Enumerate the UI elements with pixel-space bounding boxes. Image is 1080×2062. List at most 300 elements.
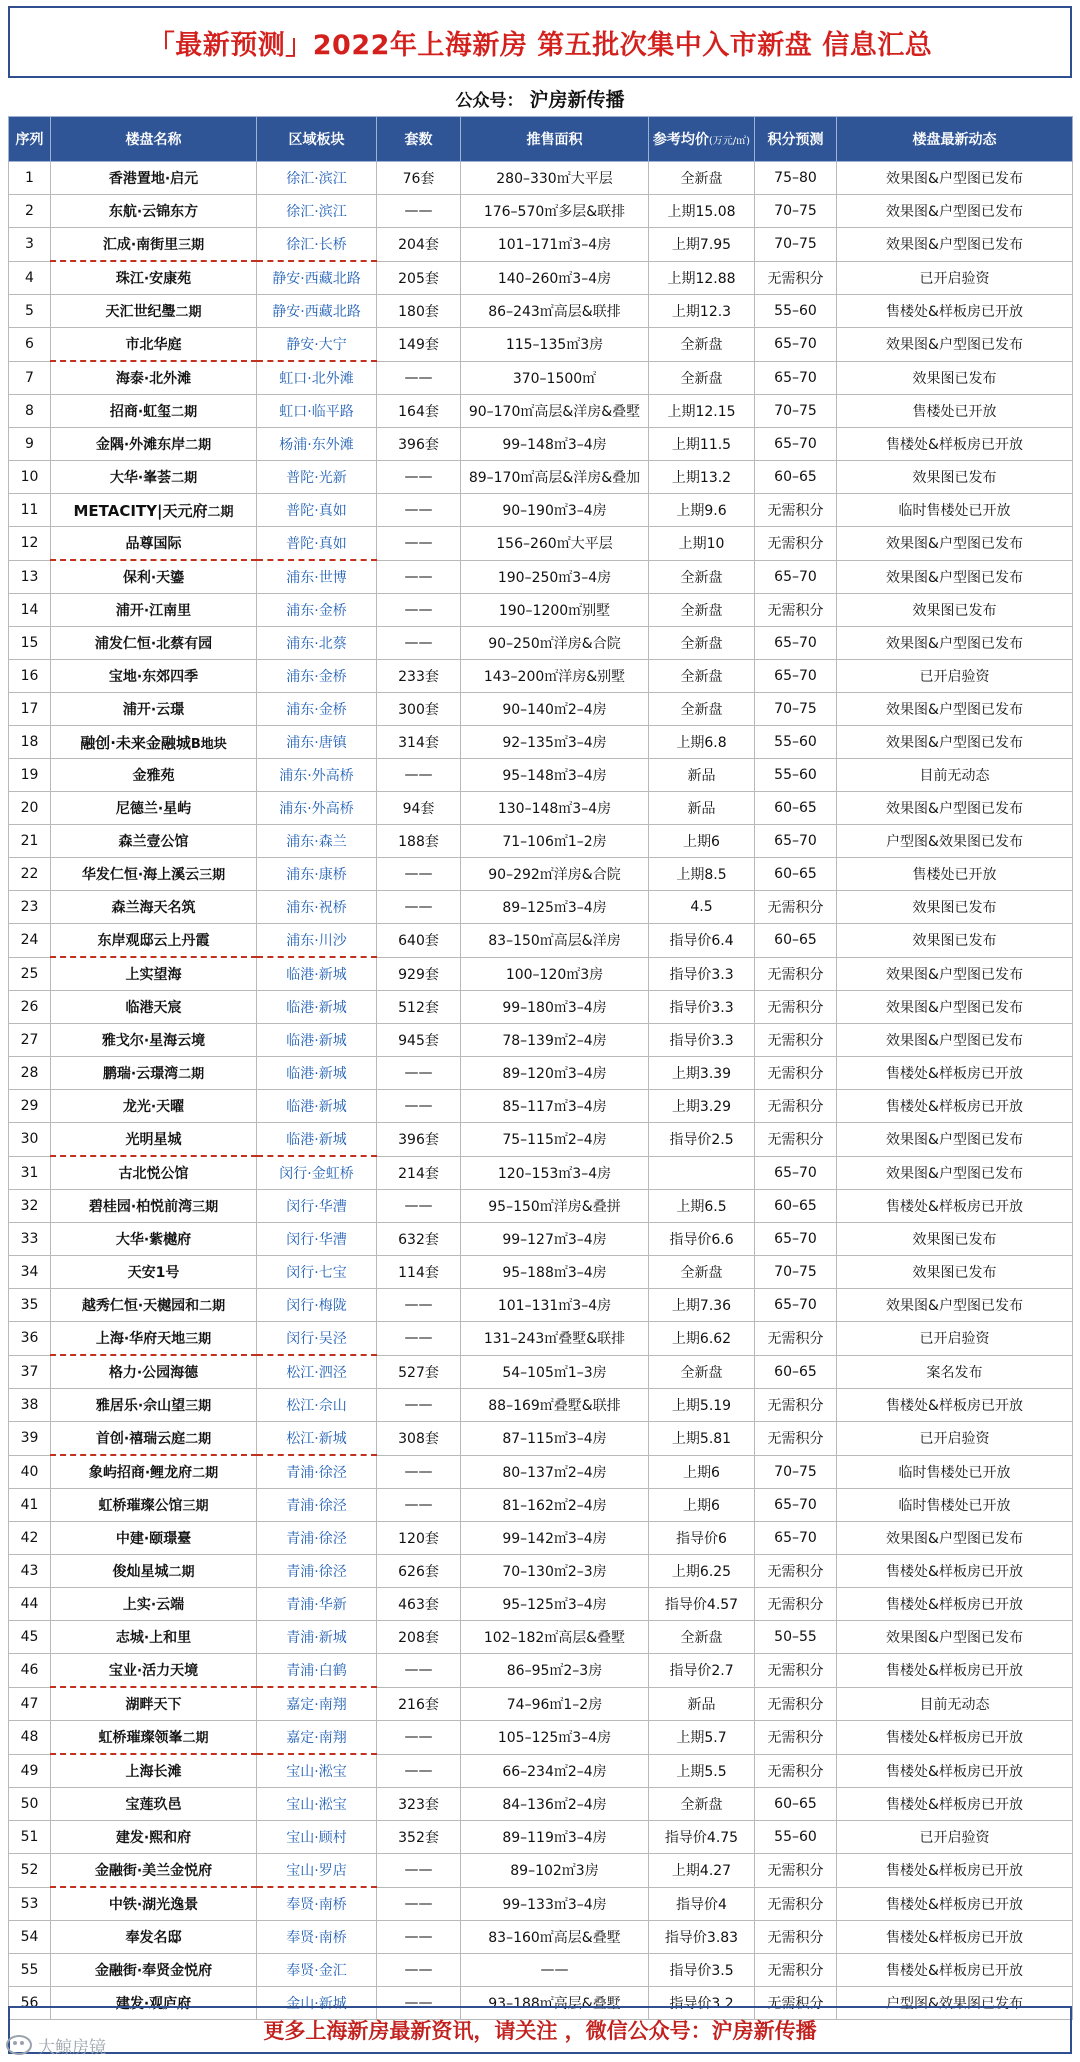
cell-no: 47	[9, 1687, 51, 1721]
cell-price: 全新盘	[649, 328, 755, 362]
cell-area: 虹口·北外滩	[257, 361, 377, 395]
cell-no: 34	[9, 1256, 51, 1289]
cell-score: 60–65	[755, 1355, 837, 1389]
cell-no: 10	[9, 461, 51, 494]
cell-units: 300套	[377, 693, 461, 726]
cell-area: 临港·新城	[257, 1024, 377, 1057]
cell-name	[51, 1024, 257, 1057]
cell-dynamics: 售楼处&样板房已开放	[837, 1788, 1073, 1821]
cell-price: 指导价3.3	[649, 991, 755, 1024]
cell-area: 松江·新城	[257, 1422, 377, 1456]
table-row	[9, 891, 1073, 924]
cell-size: 90–140㎡2–4房	[461, 693, 649, 726]
cell-no: 19	[9, 759, 51, 792]
cell-name	[51, 1954, 257, 1987]
cell-no: 29	[9, 1090, 51, 1123]
listing-name: 湖畔天下	[125, 1697, 182, 1713]
cell-units: ——	[377, 1954, 461, 1987]
cell-price: 指导价3.5	[649, 1954, 755, 1987]
cell-dynamics: 售楼处&样板房已开放	[837, 1057, 1073, 1090]
listing-phase: 二期	[207, 504, 234, 520]
cell-area: 杨浦·东外滩	[257, 428, 377, 461]
cell-no: 45	[9, 1621, 51, 1654]
cell-score: 无需积分	[755, 1389, 837, 1422]
listing-name: 格力·公园海德	[108, 1365, 199, 1381]
cell-dynamics: 效果图&户型图已发布	[837, 627, 1073, 660]
listing-name: 奉发名邸	[125, 1930, 182, 1946]
cell-no: 50	[9, 1788, 51, 1821]
cell-score: 60–65	[755, 1788, 837, 1821]
listing-name: 宝业·活力天境	[108, 1663, 199, 1679]
cell-dynamics: 售楼处&样板房已开放	[837, 1389, 1073, 1422]
cell-units: ——	[377, 1455, 461, 1489]
table-row	[9, 1687, 1073, 1721]
cell-no: 30	[9, 1123, 51, 1157]
cell-price: 全新盘	[649, 1355, 755, 1389]
cell-price: 上期6.8	[649, 726, 755, 759]
cell-price: 上期11.5	[649, 428, 755, 461]
cell-price: 全新盘	[649, 627, 755, 660]
table-row	[9, 1854, 1073, 1888]
cell-dynamics: 效果图&户型图已发布	[837, 560, 1073, 594]
table-row	[9, 527, 1073, 561]
cell-no: 48	[9, 1721, 51, 1755]
cell-name	[51, 1522, 257, 1555]
cell-score: 55–60	[755, 726, 837, 759]
cell-dynamics: 售楼处&样板房已开放	[837, 295, 1073, 328]
cell-price: 上期8.5	[649, 858, 755, 891]
cell-no: 51	[9, 1821, 51, 1854]
cell-price: 上期12.88	[649, 261, 755, 295]
cell-size: 90–292㎡洋房&合院	[461, 858, 649, 891]
cell-name	[51, 957, 257, 991]
cell-name	[51, 594, 257, 627]
cell-area: 静安·西藏北路	[257, 295, 377, 328]
cell-dynamics: 售楼处&样板房已开放	[837, 1721, 1073, 1755]
cell-area: 浦东·川沙	[257, 924, 377, 958]
table-row	[9, 1788, 1073, 1821]
cell-size: 89–170㎡高层&洋房&叠加	[461, 461, 649, 494]
listing-name: 东岸观邸云上丹霞	[97, 933, 210, 949]
cell-dynamics: 已开启验资	[837, 261, 1073, 295]
cell-dynamics: 临时售楼处已开放	[837, 494, 1073, 527]
cell-units: 114套	[377, 1256, 461, 1289]
cell-dynamics: 目前无动态	[837, 1687, 1073, 1721]
cell-name	[51, 1721, 257, 1755]
listing-name: 大华·峯荟	[109, 470, 172, 486]
cell-price: 上期3.29	[649, 1090, 755, 1123]
table-row	[9, 924, 1073, 958]
cell-no: 4	[9, 261, 51, 295]
cell-units: 208套	[377, 1621, 461, 1654]
cell-units: ——	[377, 1654, 461, 1688]
cell-dynamics: 效果图已发布	[837, 461, 1073, 494]
table-row	[9, 428, 1073, 461]
listing-name: 志城·上和里	[115, 1630, 192, 1646]
cell-dynamics: 效果图&户型图已发布	[837, 1156, 1073, 1190]
cell-dynamics: 效果图&户型图已发布	[837, 1621, 1073, 1654]
cell-score: 65–70	[755, 1156, 837, 1190]
listing-name: 中建·颐璟臺	[115, 1531, 192, 1547]
cell-no: 44	[9, 1588, 51, 1621]
listing-name: 金融街·美兰金悦府	[94, 1863, 213, 1879]
cell-units: 323套	[377, 1788, 461, 1821]
cell-price: 指导价6.4	[649, 924, 755, 958]
cell-area: 闵行·华漕	[257, 1190, 377, 1223]
cell-price: 全新盘	[649, 361, 755, 395]
cell-units: 120套	[377, 1522, 461, 1555]
cell-dynamics: 已开启验资	[837, 1422, 1073, 1456]
listing-name: 天汇世纪璺	[105, 304, 176, 320]
cell-score: 无需积分	[755, 957, 837, 991]
listing-phase: 二期	[185, 1432, 212, 1447]
table-row	[9, 1024, 1073, 1057]
cell-units: 463套	[377, 1588, 461, 1621]
cell-name	[51, 228, 257, 262]
cell-score: 65–70	[755, 660, 837, 693]
cell-dynamics: 售楼处&样板房已开放	[837, 1190, 1073, 1223]
cell-units: 396套	[377, 428, 461, 461]
table-body	[9, 162, 1073, 2020]
table-row	[9, 1821, 1073, 1854]
listing-phase: 二期	[192, 1466, 219, 1481]
cell-size: 115–135㎡3房	[461, 328, 649, 362]
cell-no: 18	[9, 726, 51, 759]
listing-phase: B地块	[190, 736, 227, 752]
cell-size: 54–105㎡1–3房	[461, 1355, 649, 1389]
cell-price: 上期15.08	[649, 195, 755, 228]
listing-name: 森兰海天名筑	[111, 900, 196, 916]
cell-units: 76套	[377, 162, 461, 195]
cell-score: 无需积分	[755, 1322, 837, 1356]
cell-price: 指导价3.2	[649, 1987, 755, 2020]
cell-score: 70–75	[755, 195, 837, 228]
table-row	[9, 1322, 1073, 1356]
cell-no: 13	[9, 560, 51, 594]
cell-price: 新品	[649, 759, 755, 792]
cell-units: 352套	[377, 1821, 461, 1854]
cell-units: ——	[377, 627, 461, 660]
cell-units: ——	[377, 1322, 461, 1356]
cell-no: 40	[9, 1455, 51, 1489]
listing-phase: 二期	[171, 471, 198, 486]
cell-price: 指导价4	[649, 1887, 755, 1921]
cell-units: ——	[377, 1921, 461, 1954]
cell-no: 24	[9, 924, 51, 958]
cell-units: ——	[377, 1854, 461, 1888]
cell-size: 78–139㎡2–4房	[461, 1024, 649, 1057]
cell-name	[51, 660, 257, 693]
cell-name	[51, 461, 257, 494]
cell-no: 33	[9, 1223, 51, 1256]
cell-area: 临港·新城	[257, 1123, 377, 1157]
cell-units: 314套	[377, 726, 461, 759]
table-row	[9, 1156, 1073, 1190]
cell-dynamics: 户型图&效果图已发布	[837, 1987, 1073, 2020]
cell-score: 70–75	[755, 1455, 837, 1489]
cell-units: ——	[377, 195, 461, 228]
cell-score: 60–65	[755, 924, 837, 958]
cell-name	[51, 1489, 257, 1522]
cell-name	[51, 1422, 257, 1456]
listing-name: 雅居乐·佘山望	[95, 1398, 186, 1414]
cell-units: ——	[377, 1721, 461, 1755]
cell-score: 65–70	[755, 1489, 837, 1522]
cell-units: ——	[377, 494, 461, 527]
listing-name: 光明星城	[125, 1132, 182, 1148]
listing-name: 金雅苑	[132, 768, 175, 784]
price-unit: (万元/㎡)	[708, 136, 751, 147]
cell-price: 上期5.81	[649, 1422, 755, 1456]
cell-no: 35	[9, 1289, 51, 1322]
cell-score: 65–70	[755, 361, 837, 395]
cell-area: 浦东·唐镇	[257, 726, 377, 759]
cell-no: 38	[9, 1389, 51, 1422]
cell-size: 88–169㎡叠墅&联排	[461, 1389, 649, 1422]
table-row	[9, 1090, 1073, 1123]
cell-units: ——	[377, 527, 461, 561]
cell-no: 26	[9, 991, 51, 1024]
cell-units: ——	[377, 1289, 461, 1322]
cell-score: 65–70	[755, 1289, 837, 1322]
listing-name: 香港置地·启元	[108, 171, 199, 187]
cell-size: 130–148㎡3–4房	[461, 792, 649, 825]
listing-name: 上海长滩	[125, 1764, 182, 1780]
cell-units: 640套	[377, 924, 461, 958]
cell-score: 无需积分	[755, 1921, 837, 1954]
subtitle	[8, 80, 1072, 116]
cell-dynamics: 售楼处&样板房已开放	[837, 1754, 1073, 1788]
cell-name	[51, 1754, 257, 1788]
cell-dynamics: 已开启验资	[837, 1821, 1073, 1854]
cell-size: 101–131㎡3–4房	[461, 1289, 649, 1322]
cell-score: 无需积分	[755, 1854, 837, 1888]
cell-price: 上期13.2	[649, 461, 755, 494]
table-row	[9, 693, 1073, 726]
cell-units: ——	[377, 594, 461, 627]
cell-area: 金山·新城	[257, 1987, 377, 2020]
cell-price: 全新盘	[649, 1621, 755, 1654]
cell-units: 396套	[377, 1123, 461, 1157]
listing-name: 华发仁恒·海上溪云	[81, 867, 200, 883]
cell-dynamics: 效果图&户型图已发布	[837, 726, 1073, 759]
cell-size: 156–260㎡大平层	[461, 527, 649, 561]
cell-price: 上期12.3	[649, 295, 755, 328]
cell-no: 37	[9, 1355, 51, 1389]
table-row	[9, 726, 1073, 759]
cell-dynamics: 户型图&效果图已发布	[837, 825, 1073, 858]
cell-price: 上期6.62	[649, 1322, 755, 1356]
table-row	[9, 858, 1073, 891]
cell-size: 99–133㎡3–4房	[461, 1887, 649, 1921]
cell-area: 静安·大宁	[257, 328, 377, 362]
cell-dynamics: 效果图&户型图已发布	[837, 228, 1073, 262]
cell-name	[51, 825, 257, 858]
cell-score: 无需积分	[755, 1887, 837, 1921]
cell-name	[51, 858, 257, 891]
cell-score: 无需积分	[755, 594, 837, 627]
cell-dynamics: 效果图已发布	[837, 594, 1073, 627]
cell-size: 101–171㎡3–4房	[461, 228, 649, 262]
cell-name	[51, 1887, 257, 1921]
cell-dynamics: 售楼处&样板房已开放	[837, 1854, 1073, 1888]
cell-name	[51, 295, 257, 328]
cell-area: 浦东·世博	[257, 560, 377, 594]
cell-name	[51, 1223, 257, 1256]
subtitle-value: 沪房新传播	[529, 88, 625, 111]
cell-units: 180套	[377, 295, 461, 328]
cell-price: 指导价3.3	[649, 1024, 755, 1057]
cell-area: 闵行·吴泾	[257, 1322, 377, 1356]
table-row	[9, 594, 1073, 627]
cell-units: ——	[377, 560, 461, 594]
cell-name	[51, 162, 257, 195]
cell-name	[51, 1687, 257, 1721]
listing-phase: 二期	[178, 1067, 205, 1082]
cell-name	[51, 1123, 257, 1157]
subtitle-label: 公众号：	[455, 90, 524, 111]
listing-name: 大华·紫樾府	[115, 1232, 192, 1248]
cell-size: 102–182㎡高层&叠墅	[461, 1621, 649, 1654]
cell-units: ——	[377, 1987, 461, 2020]
cell-dynamics: 效果图&户型图已发布	[837, 957, 1073, 991]
cell-price: 上期5.7	[649, 1721, 755, 1755]
cell-area: 青浦·徐泾	[257, 1455, 377, 1489]
table-row	[9, 560, 1073, 594]
cell-dynamics: 售楼处&样板房已开放	[837, 428, 1073, 461]
cell-area: 奉贤·金汇	[257, 1954, 377, 1987]
cell-score: 无需积分	[755, 991, 837, 1024]
cell-dynamics: 售楼处已开放	[837, 395, 1073, 428]
cell-dynamics: 已开启验资	[837, 660, 1073, 693]
cell-score: 65–70	[755, 1223, 837, 1256]
cell-size: 85–117㎡3–4房	[461, 1090, 649, 1123]
cell-price: 上期4.27	[649, 1854, 755, 1888]
cell-units: ——	[377, 1090, 461, 1123]
cell-price: 新品	[649, 1687, 755, 1721]
cell-price: 上期7.95	[649, 228, 755, 262]
listing-name: 上实望海	[125, 967, 182, 983]
cell-no: 54	[9, 1921, 51, 1954]
col-header-price: 参考均价(万元/㎡)	[649, 117, 755, 162]
table-row	[9, 1921, 1073, 1954]
cell-price: 上期5.5	[649, 1754, 755, 1788]
cell-size: 190–1200㎡别墅	[461, 594, 649, 627]
cell-area: 奉贤·南桥	[257, 1921, 377, 1954]
cell-dynamics: 效果图已发布	[837, 924, 1073, 958]
cell-no: 5	[9, 295, 51, 328]
cell-area: 松江·泗泾	[257, 1355, 377, 1389]
cell-units: ——	[377, 1057, 461, 1090]
cell-dynamics: 效果图&户型图已发布	[837, 162, 1073, 195]
title-box	[8, 6, 1072, 78]
listing-name: 建发·熙和府	[115, 1830, 192, 1846]
cell-name	[51, 1156, 257, 1190]
cell-dynamics: 效果图&户型图已发布	[837, 991, 1073, 1024]
cell-name	[51, 527, 257, 561]
listing-name: 碧桂园·柏悦前湾	[88, 1199, 193, 1215]
listing-name: 龙光·天曜	[122, 1099, 185, 1115]
cell-score: 无需积分	[755, 1754, 837, 1788]
cell-no: 55	[9, 1954, 51, 1987]
cell-name	[51, 361, 257, 395]
cell-size: 95–125㎡3–4房	[461, 1588, 649, 1621]
cell-price: 全新盘	[649, 162, 755, 195]
cell-no: 3	[9, 228, 51, 262]
cell-price: 指导价2.7	[649, 1654, 755, 1688]
cell-price: 上期10	[649, 527, 755, 561]
cell-price: 上期7.36	[649, 1289, 755, 1322]
cell-name	[51, 759, 257, 792]
cell-no: 27	[9, 1024, 51, 1057]
table-row	[9, 395, 1073, 428]
listing-name: 越秀仁恒·天樾园和	[81, 1298, 200, 1314]
cell-size: 100–120㎡3房	[461, 957, 649, 991]
cell-units: ——	[377, 759, 461, 792]
cell-name	[51, 494, 257, 527]
cell-name	[51, 261, 257, 295]
cell-no: 36	[9, 1322, 51, 1356]
cell-size: 71–106㎡1–2房	[461, 825, 649, 858]
cell-score: 无需积分	[755, 1555, 837, 1588]
cell-size: 93–188㎡高层&叠墅	[461, 1987, 649, 2020]
table-row	[9, 295, 1073, 328]
cell-dynamics: 效果图&户型图已发布	[837, 792, 1073, 825]
cell-price: 新品	[649, 792, 755, 825]
listing-phase: 三期	[192, 1200, 219, 1215]
listing-phase: 三期	[199, 868, 226, 883]
cell-price: 指导价4.75	[649, 1821, 755, 1854]
table-row	[9, 162, 1073, 195]
cell-area: 闵行·梅陇	[257, 1289, 377, 1322]
listing-name: 保利·天鎏	[122, 570, 185, 586]
cell-score: 无需积分	[755, 1954, 837, 1987]
cell-price: 全新盘	[649, 693, 755, 726]
cell-area: 临港·新城	[257, 1090, 377, 1123]
cell-units: 632套	[377, 1223, 461, 1256]
cell-area: 宝山·罗店	[257, 1854, 377, 1888]
cell-units: 308套	[377, 1422, 461, 1456]
cell-no: 39	[9, 1422, 51, 1456]
table-row	[9, 759, 1073, 792]
watermark	[6, 2030, 176, 2060]
table-row	[9, 1422, 1073, 1456]
cell-area: 嘉定·南翔	[257, 1721, 377, 1755]
cell-units: ——	[377, 361, 461, 395]
cell-dynamics: 售楼处&样板房已开放	[837, 1954, 1073, 1987]
listing-name: 森兰壹公馆	[118, 834, 189, 850]
cell-units: ——	[377, 1190, 461, 1223]
cell-name	[51, 1256, 257, 1289]
table-row	[9, 1754, 1073, 1788]
cell-score: 无需积分	[755, 1687, 837, 1721]
cell-units: 216套	[377, 1687, 461, 1721]
table-row	[9, 1057, 1073, 1090]
cell-dynamics: 效果图&户型图已发布	[837, 1289, 1073, 1322]
table-row	[9, 1621, 1073, 1654]
cell-name	[51, 792, 257, 825]
cell-area: 临港·新城	[257, 1057, 377, 1090]
cell-units: 512套	[377, 991, 461, 1024]
cell-score: 60–65	[755, 858, 837, 891]
cell-size: 176–570㎡多层&联排	[461, 195, 649, 228]
cell-price: 指导价3.83	[649, 1921, 755, 1954]
cell-dynamics: 效果图已发布	[837, 1256, 1073, 1289]
cell-size: 190–250㎡3–4房	[461, 560, 649, 594]
cell-name	[51, 1588, 257, 1621]
table-row	[9, 1721, 1073, 1755]
cell-score: 70–75	[755, 693, 837, 726]
